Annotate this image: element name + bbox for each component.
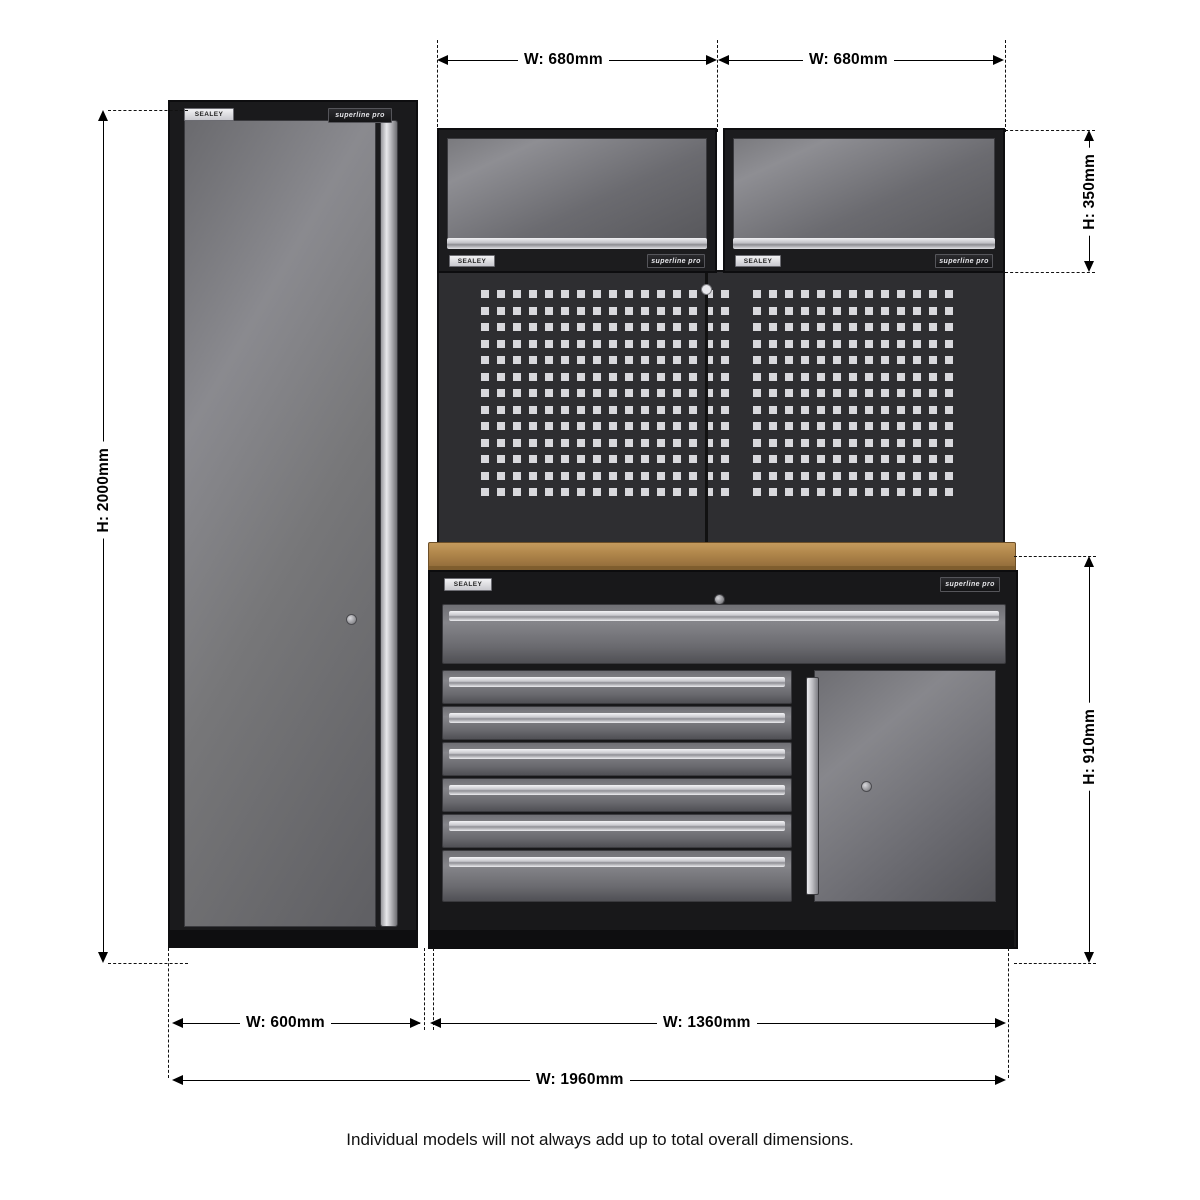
wall-cabinet-left-handle xyxy=(447,238,707,249)
drawer-handle xyxy=(449,749,785,759)
unit-locker xyxy=(168,100,418,945)
ext-line xyxy=(1014,963,1096,964)
ext-line xyxy=(1005,272,1095,273)
drawer-handle xyxy=(449,821,785,831)
bench-plinth xyxy=(428,930,1014,948)
dim-locker-width-label: W: 600mm xyxy=(240,1014,331,1032)
wall-cabinet-right-brand-badge: SEALEY xyxy=(735,255,781,267)
dim-bench-width-label: W: 1360mm xyxy=(657,1014,757,1032)
locker-brand-badge: SEALEY xyxy=(184,108,234,121)
drawer-handle xyxy=(449,611,999,621)
ext-line xyxy=(437,40,438,132)
unit-wall-cabinet-right xyxy=(723,128,1005,273)
footnote-text: Individual models will not always add up to total overall dimensions. xyxy=(346,1130,854,1149)
locker-plinth xyxy=(168,930,418,948)
drawer-row[interactable] xyxy=(442,670,792,704)
ext-line xyxy=(717,40,718,132)
drawer-row[interactable] xyxy=(442,706,792,740)
drawer-handle xyxy=(449,713,785,723)
dim-overall-height-label: H: 2000mm xyxy=(95,442,113,539)
drawer-row[interactable] xyxy=(442,604,1006,664)
ext-line xyxy=(1005,130,1095,131)
locker-door xyxy=(184,120,376,927)
unit-wall-cabinet-left xyxy=(437,128,717,273)
dim-overall-width-label: W: 1960mm xyxy=(530,1071,630,1089)
ext-line xyxy=(1005,40,1006,132)
drawer-row[interactable] xyxy=(442,778,792,812)
drawer-row[interactable] xyxy=(442,814,792,848)
wall-cabinet-right-handle xyxy=(733,238,995,249)
drawer-row[interactable] xyxy=(442,850,792,902)
bench-cupboard-door[interactable] xyxy=(814,670,996,902)
worktop xyxy=(428,542,1016,572)
bench-brand-badge: SEALEY xyxy=(444,578,492,591)
wall-cabinet-left-brand-badge: SEALEY xyxy=(449,255,495,267)
dim-bench-height-label: H: 910mm xyxy=(1081,703,1099,791)
unit-workstation xyxy=(428,570,1018,949)
dim-wall-cab-height-label: H: 350mm xyxy=(1081,148,1099,236)
ext-line xyxy=(168,948,169,1078)
pegboard-knob-icon xyxy=(701,284,712,295)
wall-cabinet-left-door xyxy=(447,138,707,240)
cupboard-lock-icon xyxy=(861,781,872,792)
cupboard-handle xyxy=(806,677,819,895)
drawer-handle xyxy=(449,857,785,867)
wall-cabinet-right-logo-badge: superline pro xyxy=(935,254,993,268)
ext-line xyxy=(424,948,425,1030)
pegboard-holes xyxy=(479,286,959,501)
locker-logo-badge: superline pro xyxy=(328,108,392,123)
bench-logo-badge: superline pro xyxy=(940,577,1000,592)
drawer-row[interactable] xyxy=(442,742,792,776)
drawer-handle xyxy=(449,677,785,687)
ext-line xyxy=(108,110,188,111)
unit-pegboard-panel xyxy=(437,270,1005,545)
wall-cabinet-left-logo-badge: superline pro xyxy=(647,254,705,268)
ext-line xyxy=(108,963,188,964)
drawer-handle xyxy=(449,785,785,795)
ext-line xyxy=(1008,948,1009,1078)
dim-wall-cab-right-width-label: W: 680mm xyxy=(803,51,894,69)
wall-cabinet-right-door xyxy=(733,138,995,240)
locker-handle xyxy=(380,120,398,927)
dim-wall-cab-left-width-label: W: 680mm xyxy=(518,51,609,69)
locker-lock-icon xyxy=(346,614,357,625)
